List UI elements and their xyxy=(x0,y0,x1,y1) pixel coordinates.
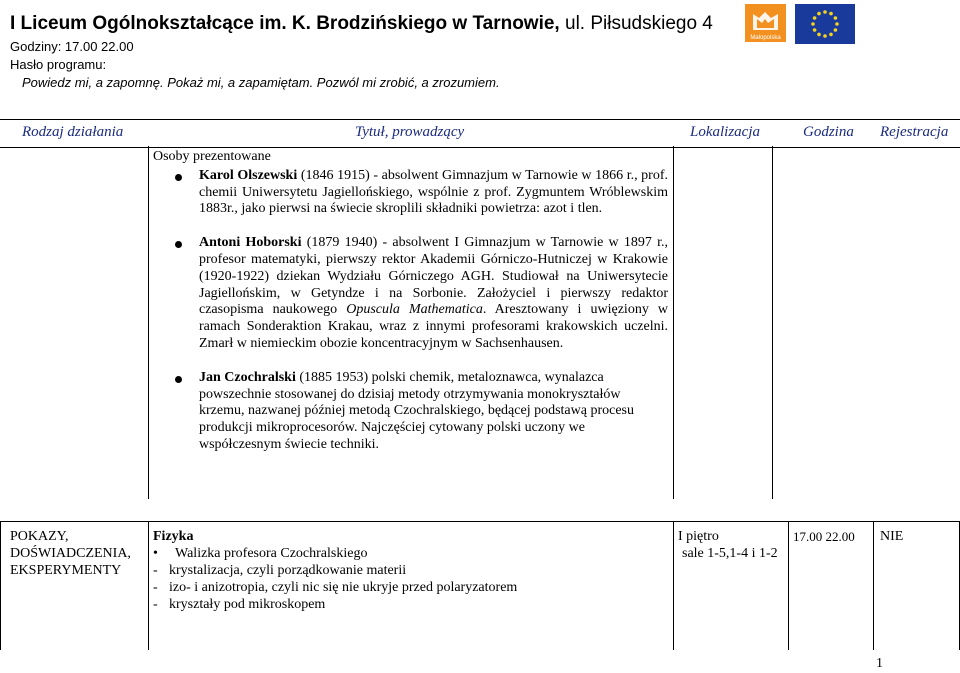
item-text: izo- i anizotropia, czyli nic się nie ukryje przed polaryzatorem xyxy=(169,580,518,595)
page-number: 1 xyxy=(876,656,883,671)
malopolska-logo-text: Małopolska xyxy=(750,35,781,41)
header-type: Rodzaj działania xyxy=(22,124,124,140)
header-registration: Rejestracja xyxy=(880,124,949,140)
activity-time: 17.00 22.00 xyxy=(793,529,855,544)
malopolska-logo-icon xyxy=(745,4,786,42)
people-lead: Osoby prezentowane xyxy=(153,149,271,164)
journal-title: Opuscula Mathematica xyxy=(346,302,483,318)
bullet-icon xyxy=(175,174,182,181)
person-name: Antoni Hoborski xyxy=(199,235,302,251)
person-name: Karol Olszewski xyxy=(199,167,298,183)
person-desc: (1885 1953) polski chemik, metaloznawca, wynalazca powszechnie stosowanej do dzisiaj metody otrzymywania monokryształów krzemu, nazwanej później metodą Czochralskiego, będącej podstawą procesu produkcji mikroprocesorów. Najczęściej cytowany polski uczony we współczesnym świecie techniki. xyxy=(199,369,634,452)
page-title xyxy=(10,13,713,35)
hours-line: Godziny: 17.00 22.00 xyxy=(10,39,134,54)
list-item xyxy=(153,596,673,613)
list-item xyxy=(153,562,673,579)
people-section xyxy=(153,149,668,454)
header-location: Lokalizacja xyxy=(690,124,760,140)
divider xyxy=(148,146,149,499)
person-desc: (1846 1915) - absolwent Gimnazjum w Tarnowie w 1866 r., prof. chemii Uniwersytetu Jagiellońskiego, wspólnie z prof. Zygmuntem Wróblewskim 1883r., jako pierwsi na świecie skroplili składniki powietrza: azot i tlen. xyxy=(199,167,669,217)
divider xyxy=(0,521,1,650)
list-item xyxy=(153,545,673,562)
motto-text: Powiedz mi, a zapomnę. Pokaż mi, a zapamiętam. Pozwól mi zrobić, a zrozumiem. xyxy=(22,75,500,90)
school-name: I Liceum Ogólnokształcące im. K. Brodzińskiego w Tarnowie, xyxy=(10,13,560,34)
dash-icon: - xyxy=(153,580,158,595)
item-text: krystalizacja, czyli porządkowanie materii xyxy=(169,563,407,578)
school-address: ul. Piłsudskiego 4 xyxy=(559,13,713,34)
bullet-icon xyxy=(175,376,182,383)
divider xyxy=(673,146,674,499)
dash-icon: - xyxy=(153,597,158,612)
person-desc: (1879 1940) - absolwent I Gimnazjum w Tarnowie w 1897 r., profesor matematyki, pierwszy rektor Akademii Górniczo-Hutniczej w Krakowie (1920-1922) dziekan Wydziału Górniczego AGH. Studiował na Uniwersytecie Jagiellońskim, w Getyndze i na Sorbonie. Założyciel i pierwszy redaktor czasopisma naukowego xyxy=(199,235,669,318)
divider xyxy=(673,521,674,650)
bullet-icon xyxy=(175,241,182,248)
activity-type: POKAZY, DOŚWIADCZENIA, EKSPERYMENTY xyxy=(10,529,131,578)
divider xyxy=(788,521,789,650)
header-title: Tytuł, prowadzący xyxy=(355,124,465,140)
person-desc-end: . Aresztowany i uwięziony w ramach Sonderaktion Krakau, wraz z innymi profesorami krakowskich uczelni. Zmarł w niemieckim obozie koncentracyjnym w Sachsenhausen. xyxy=(199,302,669,351)
people-list xyxy=(153,168,668,454)
list-item xyxy=(153,370,668,454)
list-item xyxy=(153,579,673,596)
bullet-icon: • xyxy=(153,546,158,561)
dash-icon: - xyxy=(153,563,158,578)
divider xyxy=(772,146,773,499)
activity-location xyxy=(678,528,788,562)
list-item xyxy=(153,168,668,218)
location-rooms: sale 1-5,1-4 i 1-2 xyxy=(682,546,778,561)
person-name: Jan Czochralski xyxy=(199,369,296,385)
subject-title: Fizyka xyxy=(153,529,194,544)
item-text: kryształy pod mikroskopem xyxy=(169,597,326,612)
divider xyxy=(148,521,149,650)
list-item xyxy=(153,235,668,353)
item-text: Walizka profesora Czochralskiego xyxy=(175,546,368,561)
divider xyxy=(0,521,960,522)
header-time: Godzina xyxy=(803,124,854,140)
eu-flag-icon xyxy=(795,4,855,44)
activity-program xyxy=(153,528,673,613)
divider xyxy=(873,521,874,650)
table-header xyxy=(0,119,960,148)
motto-label: Hasło programu: xyxy=(10,57,107,72)
location-floor: I piętro xyxy=(678,529,719,544)
activity-registration: NIE xyxy=(880,529,904,544)
